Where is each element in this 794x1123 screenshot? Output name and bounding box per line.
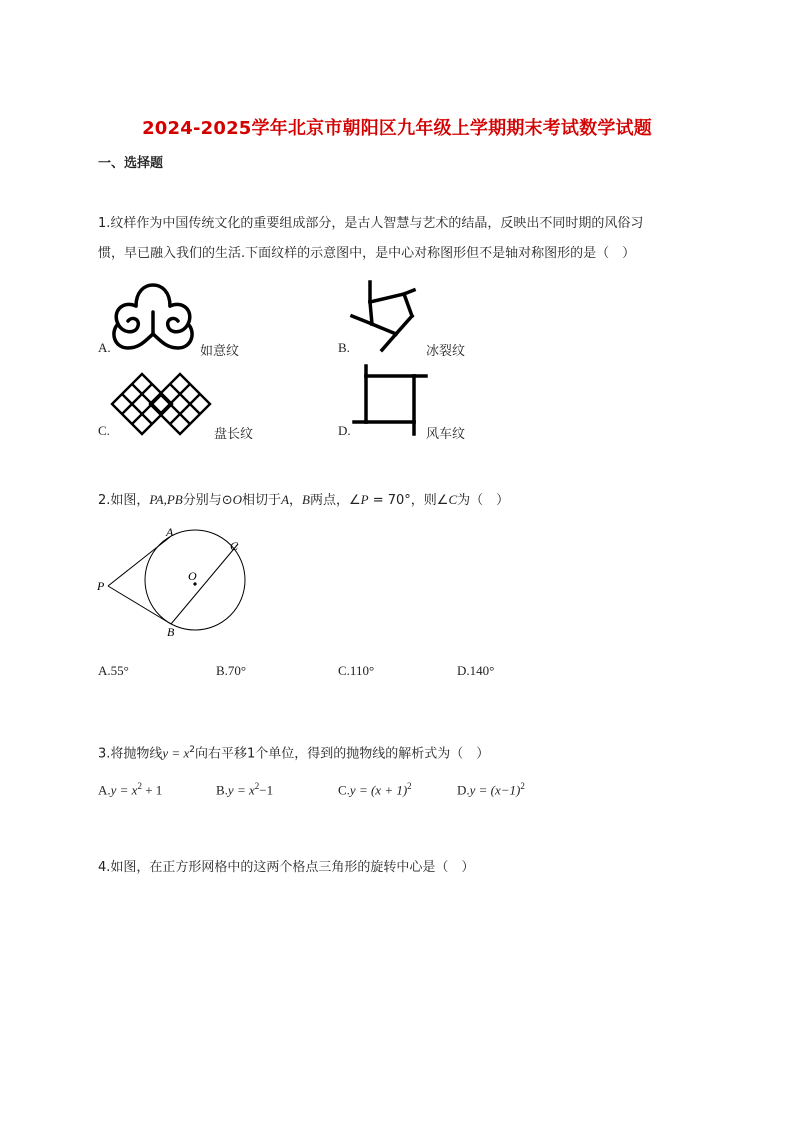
- q1-option-c-name: 盘长纹: [214, 427, 254, 442]
- pinwheel-pattern-figure: [352, 362, 428, 438]
- q3-prefix: 3.将抛物线: [98, 746, 163, 762]
- q1-option-d-name: 风车纹: [426, 427, 466, 442]
- section-heading: 一、选择题: [98, 156, 164, 171]
- q3-option-a[interactable]: [98, 781, 162, 798]
- point-p-label: P: [97, 579, 105, 593]
- q2-option-a[interactable]: A.55°: [98, 663, 129, 678]
- q3-option-a-letter: A.: [98, 782, 111, 798]
- q1-option-d-letter[interactable]: D.: [338, 423, 351, 438]
- q3-option-b-letter: B.: [216, 782, 228, 798]
- q3-option-b-expr: y = x: [227, 782, 255, 798]
- ice-crack-pattern-figure: [348, 278, 428, 354]
- q3-sup: 2: [189, 745, 195, 755]
- q3-option-d-expr: y = (x−1): [469, 782, 521, 798]
- point-a-label: A: [166, 525, 174, 539]
- ruyi-pattern-figure: [106, 282, 200, 358]
- q2-text: [98, 490, 509, 511]
- point-b-label: B: [167, 625, 175, 639]
- q2-option-c[interactable]: C.110°: [338, 663, 375, 678]
- q3-option-b-sup: 2: [254, 781, 260, 791]
- q3-option-c-sup: 2: [407, 781, 412, 791]
- q1-option-a-letter[interactable]: A.: [98, 340, 111, 355]
- q4-text: 4.如图，在正方形网格中的这两个格点三角形的旋转中心是（ ）: [98, 860, 475, 875]
- q3-option-a-sup: 2: [137, 781, 142, 791]
- q2-comma: ，: [289, 493, 303, 508]
- q2-prefix: 2.如图，: [98, 493, 150, 508]
- q3-text: [98, 740, 489, 764]
- q2-option-b[interactable]: B.70°: [216, 663, 247, 678]
- q3-option-b-post: −1: [259, 782, 274, 798]
- q1-option-b-name: 冰裂纹: [426, 344, 466, 359]
- q1-line2: 惯，早已融入我们的生活.下面纹样的示意图中，是中心对称图形但不是轴对称图形的是（ ）: [98, 246, 636, 261]
- q3-suffix: 向右平移1个单位，得到的抛物线的解析式为（ ）: [194, 746, 490, 762]
- q3-option-c-expr: y = (x + 1): [349, 782, 408, 798]
- q2-mid3: 两点，∠: [309, 493, 361, 508]
- q2-mid1: 分别与⊙: [182, 493, 233, 508]
- page-title: 2024-2025学年北京市朝阳区九年级上学期期末考试数学试题: [142, 118, 652, 139]
- q2-option-d[interactable]: D.140°: [457, 663, 495, 678]
- q2-a: A: [281, 492, 290, 507]
- q2-mid2: 相切于: [242, 493, 282, 508]
- q3-option-d-sup: 2: [520, 781, 525, 791]
- q2-pa-pb: PA,PB: [149, 492, 183, 507]
- point-o-label: O: [188, 569, 197, 583]
- q3-option-d-letter: D.: [457, 782, 470, 798]
- tangent-circle-figure: [94, 524, 254, 642]
- q2-c: C: [448, 492, 458, 507]
- q3-option-c[interactable]: [338, 781, 412, 798]
- q1-option-c-letter[interactable]: C.: [98, 423, 110, 438]
- q1-line1: 1.纹样作为中国传统文化的重要组成部分，是古人智慧与艺术的结晶，反映出不同时期的风俗习: [98, 216, 644, 231]
- q3-option-a-post: + 1: [141, 782, 163, 798]
- point-c-label: C: [230, 539, 239, 553]
- q2-o: O: [232, 492, 243, 507]
- q2-suffix: 为（ ）: [457, 493, 510, 508]
- q3-option-b[interactable]: [216, 781, 273, 798]
- q2-b: B: [302, 492, 310, 507]
- q1-option-b-letter[interactable]: B.: [338, 340, 350, 355]
- q2-p: P: [360, 492, 369, 507]
- endless-knot-pattern-figure: [110, 372, 212, 436]
- q3-option-c-letter: C.: [338, 782, 350, 798]
- q3-option-d[interactable]: [457, 781, 525, 798]
- q1-option-a-name: 如意纹: [200, 344, 240, 359]
- q3-option-a-expr: y = x: [110, 782, 138, 798]
- q3-expr: y = x: [162, 745, 190, 761]
- q2-mid4: = 70°，则∠: [368, 493, 449, 508]
